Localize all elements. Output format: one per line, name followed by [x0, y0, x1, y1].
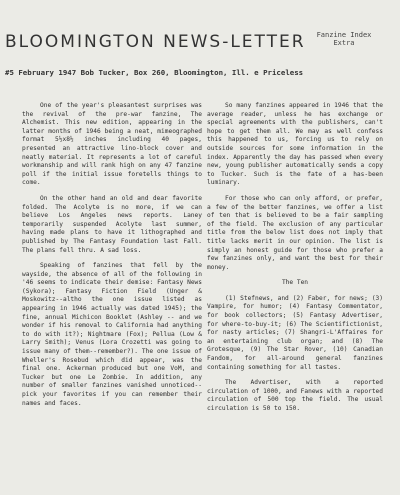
fanzine-index-extra-note: Fanzine Index Extra: [316, 31, 372, 47]
paragraph-alchemist: One of the year's pleasantest surprises was the revival of the pre-war fanzine, The Alchemist. This new edition, appearing in the latter months of 1946 being a neat, mimeographed format 5½x8½ inches including 40 pages, presented an attractive lino-block cover and neatly material. It represents a lot of careful workmanship and will rank high on any 47 fanzine poll if the initial issue foretells things to come.: [22, 102, 202, 187]
paragraph-circulation: The Advertiser, with a reported circulation of 1000, and Fanews with a reported circulation of 500 top the field. The usual circulation is 50 to 150.: [207, 379, 383, 412]
paragraph-ten-list-intro: For those who can only afford, or prefer, a few of the better fanzines, we offer a list of ten that is believed to be a fair sampling of the field. The exclusion of any particular title from the below list does not imply that title lacks merit in our opinion. The list is simply an honest guide for those who prefer a few fanzines only, and want the best for their money.: [207, 194, 383, 271]
paragraph-many-fanzines: So many fanzines appeared in 1946 that the average reader, unless he has exchange or special agreements with the publishers, can't hope to get them all. We may as well confess this happened to us, forcing us to rely on outside sources for some information in the index. Apparently the day has passed when every new, young publisher automatically sends a copy to Tucker. Such is the fate of a has-been luminary.: [207, 102, 383, 187]
issue-line: #5 February 1947 Bob Tucker, Box 260, Bloomington, Ill. e Priceless: [5, 68, 304, 77]
paragraph-ten-list: (1) Stefnews, and (2) Faber, for news; (3) Vampire, for humor; (4) Fantasy Commentator, for book collectors; (5) Fantasy Advertiser, for where-to-buy-it; (6) The Scientifictionist, for nasty articles; (7) Shangri-L'Affaires for an entertaining club organ; and (8) The Grotesque, (9) The Star Rover, (10) Canadian Fandom, for all-around general fanzines containing something for all tastes.: [207, 294, 383, 371]
paragraph-acolyte: On the other hand an old and dear favorite folded. The Acolyte is no more, if we can believe Los Angeles news reports. Laney temporarily suspended Acolyte last summer, having made plans to have it lithographed and published by The Fantasy Foundation last Fall. The plans fell thru. A sad loss.: [22, 194, 202, 254]
right-column: [207, 102, 383, 421]
paragraph-fallen-fanzines: Speaking of fanzines that fell by the wayside, the absence of all of the following in '46 seems to indicate their demise: Fantasy News (Sykora); Fantasy Fiction Field (Unger & Moskowitz--altho the one issue listed as appearing in 1946 actually was dated 1945); the fine, annual Michicon Booklet (Ashley -- and we wonder if his removal to California had anything to do with it?); Nightmare (Fox); Pellua (Low & Larry Smith); Venus (Lora Crozetti was going to issue many of them--remember?). The one issue of Wheller's Rosebud which did appear, was the final one. Ackerman produced but one VoM, and Tucker but one Le Zombie. In addition, any number of smaller fanzines vanished unnoticed--pick your favorites if you can remember their names and faces.: [22, 262, 202, 407]
masthead-title: BLOOMINGTON NEWS-LETTER: [5, 32, 306, 52]
left-column: [22, 102, 202, 415]
heading-the-ten: The Ten: [281, 279, 309, 287]
